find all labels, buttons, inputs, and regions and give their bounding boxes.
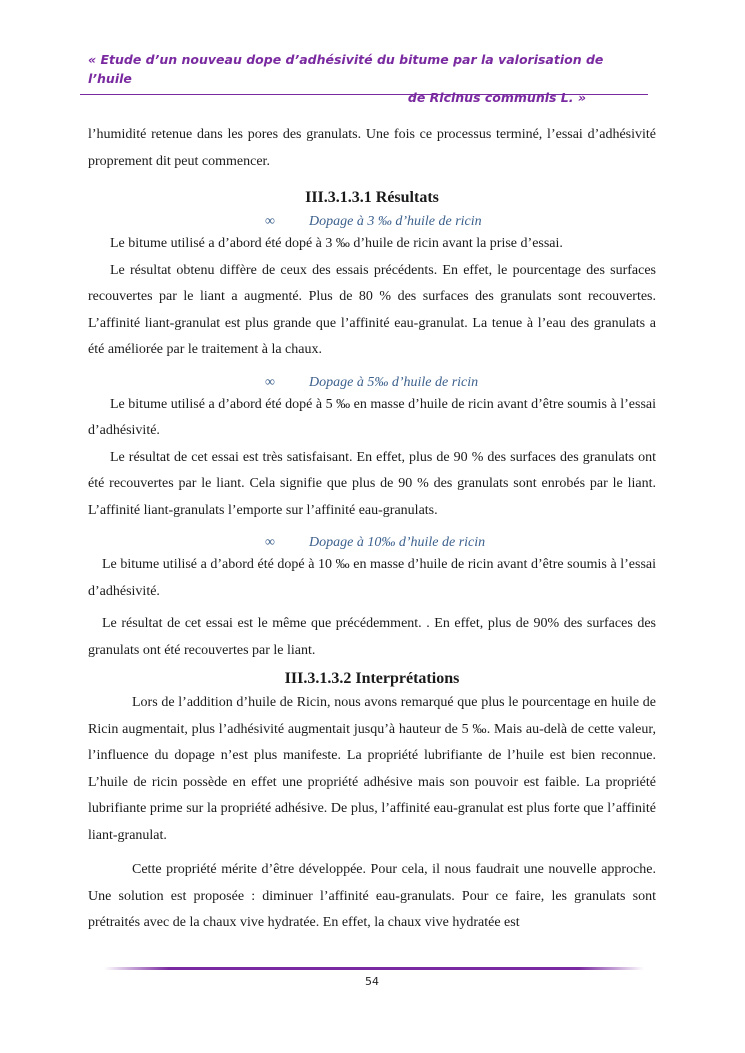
section-heading-resultats: III.3.1.3.1 Résultats: [305, 189, 439, 206]
header-line-1: « Etude d’un nouveau dope d’adhésivité du bitume par la valorisation de l’huile: [88, 52, 604, 86]
header-line-2: de Ricinus communis L. »: [407, 90, 586, 105]
page-number: 54: [365, 975, 379, 988]
running-header: [80, 50, 648, 107]
bullet-dopage-5: [88, 374, 656, 392]
section-heading-interpretations: III.3.1.3.2 Interprétations: [284, 670, 460, 687]
paragraph: Cette propriété mérite d’être développée. Pour cela, il nous faudrait une nouvelle approche. Une solution est proposée : diminuer l’affinité eau-granulats. Pour ce faire, les granulats sont prétraités avec de la chaux vive hydratée. En effet, la chaux vive hydratée est: [88, 862, 656, 930]
infinity-bullet-icon: ∞: [265, 214, 275, 229]
footer-divider: [104, 967, 644, 970]
bullet-title: Dopage à 5‰ d’huile de ricin: [309, 374, 479, 390]
intro-paragraph: l’humidité retenue dans les pores des granulats. Une fois ce processus terminé, l’essai d’adhésivité proprement dit peut commencer.: [88, 127, 656, 169]
page-content: [88, 122, 656, 937]
bullet-title: Dopage à 10‰ d’huile de ricin: [309, 535, 486, 550]
infinity-bullet-icon: ∞: [265, 374, 275, 390]
paragraph: Le bitume utilisé a d’abord été dopé à 5 ‰ en masse d’huile de ricin avant d’être soumis à l’essai d’adhésivité.: [88, 396, 656, 438]
paragraph: Le bitume utilisé a d’abord été dopé à 10 ‰ en masse d’huile de ricin avant d’être soumis à l’essai d’adhésivité.: [88, 557, 656, 599]
paragraph: Le bitume utilisé a d’abord été dopé à 3 ‰ d’huile de ricin avant la prise d’essai.: [110, 236, 563, 251]
header-divider: [80, 94, 648, 95]
paragraph: Le résultat de cet essai est le même que précédemment. . En effet, plus de 90% des surfaces des granulats ont été recouvertes par le liant.: [88, 616, 656, 658]
infinity-bullet-icon: ∞: [265, 535, 275, 550]
bullet-dopage-3: [88, 213, 656, 231]
paragraph: Le résultat obtenu diffère de ceux des essais précédents. En effet, le pourcentage des surfaces recouvertes par le liant a augmenté. Plus de 80 % des surfaces des granulats sont recouvertes. L’affinité liant-granulat est plus grande que l’affinité eau-granulat. La tenue à l’eau des granulats a été améliorée par le traitement à la chaux.: [88, 262, 656, 357]
paragraph: Lors de l’addition d’huile de Ricin, nous avons remarqué que plus le pourcentage en huile de Ricin augmentait, plus l’adhésivité augmentait jusqu’à hauteur de 5 ‰. Mais au-delà de cette valeur, l’influence du dopage n’est plus manifeste. La propriété lubrifiante de l’huile est bien reconnue. L’huile de ricin possède en effet une propriété adhésive mais son pouvoir est faible. La propriété lubrifiante prime sur la propriété adhésive. De plus, l’affinité eau-granulat est plus forte que l’affinité liant-granulat.: [88, 695, 656, 843]
bullet-title: Dopage à 3 ‰ d’huile de ricin: [309, 214, 482, 229]
bullet-dopage-10: [88, 534, 656, 552]
paragraph: Le résultat de cet essai est très satisfaisant. En effet, plus de 90 % des surfaces des granulats ont été recouvertes par le liant. Cela signifie que plus de 90 % des granulats sont enrobés par le liant. L’affinité liant-granulats l’emporte sur l’affinité eau-granulats.: [88, 449, 656, 518]
